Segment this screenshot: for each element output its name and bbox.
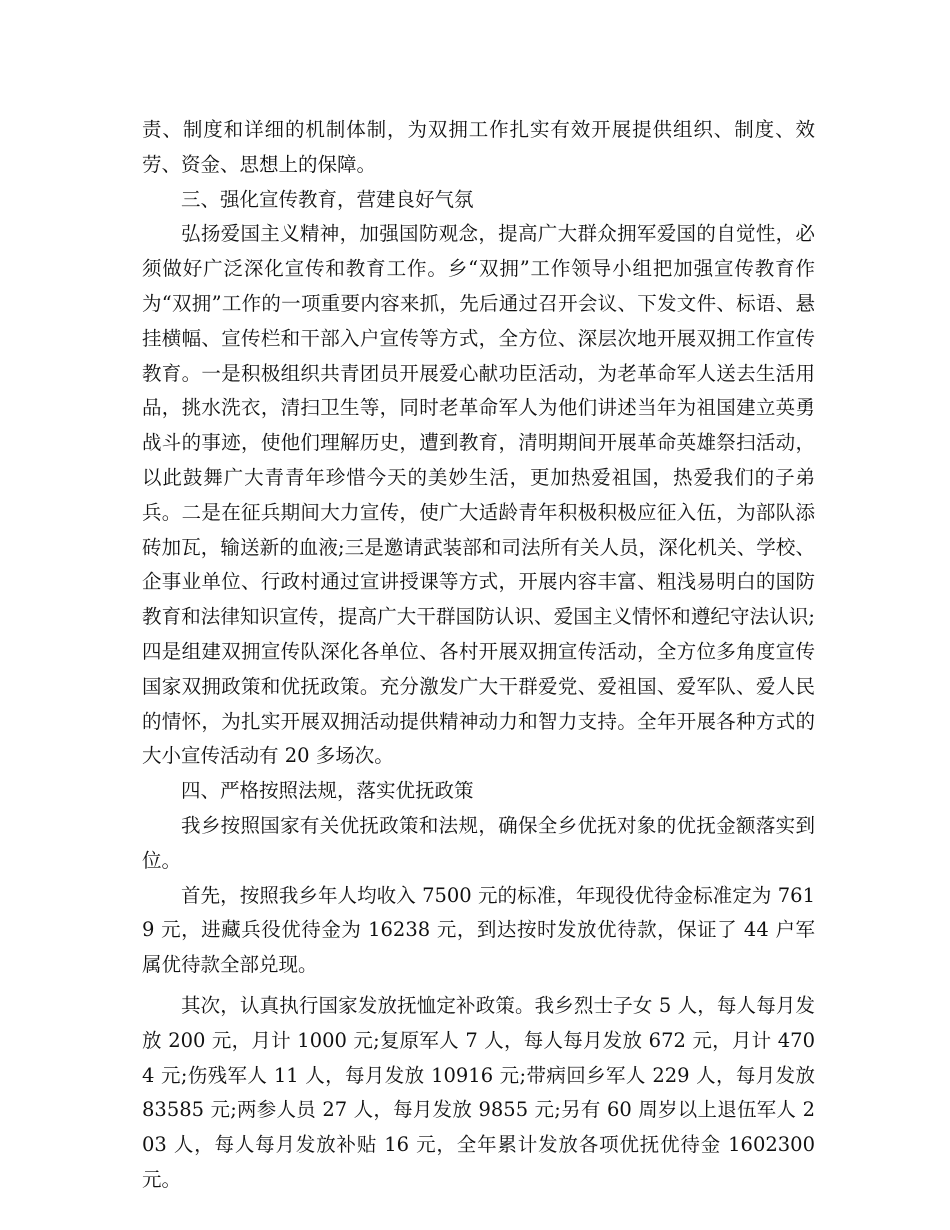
document-page: [142, 113, 815, 1198]
paragraph-second: 其次，认真执行国家发放抚恤定补政策。我乡烈士子女 5 人，每人每月发放 200 元，月计 1000 元;复原军人 7 人，每人每月发放 672 元，月计 4704 元;伤残军人 11 人，每月发放 10916 元;带病回乡军人 229 人，每月发放 83585 元;两参人员 27 人，每月发放 9855 元;另有 60 周岁以上退伍军人 203 人，每人每月发放补贴 16 元，全年累计发放各项优抚优待金 1602300 元。: [142, 993, 815, 1191]
paragraph-policy-intro: 我乡按照国家有关优抚政策和法规，确保全乡优抚对象的优抚金额落实到位。: [142, 813, 815, 872]
paragraph-first: 首先，按照我乡年人均收入 7500 元的标准，年现役优待金标准定为 7619 元，进藏兵役优待金为 16238 元，到达按时发放优待款，保证了 44 户军属优待款全部兑现。: [142, 883, 815, 977]
section-heading-three: 三、强化宣传教育，营建良好气氛: [181, 187, 474, 211]
section-heading-four: 四、严格按照法规，落实优抚政策: [181, 779, 474, 803]
paragraph-publicity: 弘扬爱国主义精神，加强国防观念，提高广大群众拥军爱国的自觉性，必须做好广泛深化宣传和教育工作。乡“双拥”工作领导小组把加强宣传教育作为“双拥”工作的一项重要内容来抓，先后通过召开会议、下发文件、标语、悬挂横幅、宣传栏和干部入户宣传等方式，全方位、深层次地开展双拥工作宣传教育。一是积极组织共青团员开展爱心献功臣活动，为老革命军人送去生活用品，挑水洗衣，清扫卫生等，同时老革命军人为他们讲述当年为祖国建立英勇战斗的事迹，使他们理解历史，遭到教育，清明期间开展革命英雄祭扫活动，以此鼓舞广大青青年珍惜今天的美妙生活，更加热爱祖国，热爱我们的子弟兵。二是在征兵期间大力宣传，使广大适龄青年积极积极应征入伍，为部队添砖加瓦，输送新的血液;三是邀请武装部和司法所有关人员，深化机关、学校、企事业单位、行政村通过宣讲授课等方式，开展内容丰富、粗浅易明白的国防教育和法律知识宣传，提高广大干群国防认识、爱国主义情怀和遵纪守法认识;四是组建双拥宣传队深化各单位、各村开展双拥宣传活动，全方位多角度宣传国家双拥政策和优抚政策。充分激发广大干群爱党、爱祖国、爱军队、爱人民的情怀，为扎实开展双拥活动提供精神动力和智力支持。全年开展各种方式的大小宣传活动有 20 多场次。: [142, 222, 815, 768]
paragraph-continuation: 责、制度和详细的机制体制，为双拥工作扎实有效开展提供组织、制度、效劳、资金、思想上的保障。: [142, 118, 815, 176]
